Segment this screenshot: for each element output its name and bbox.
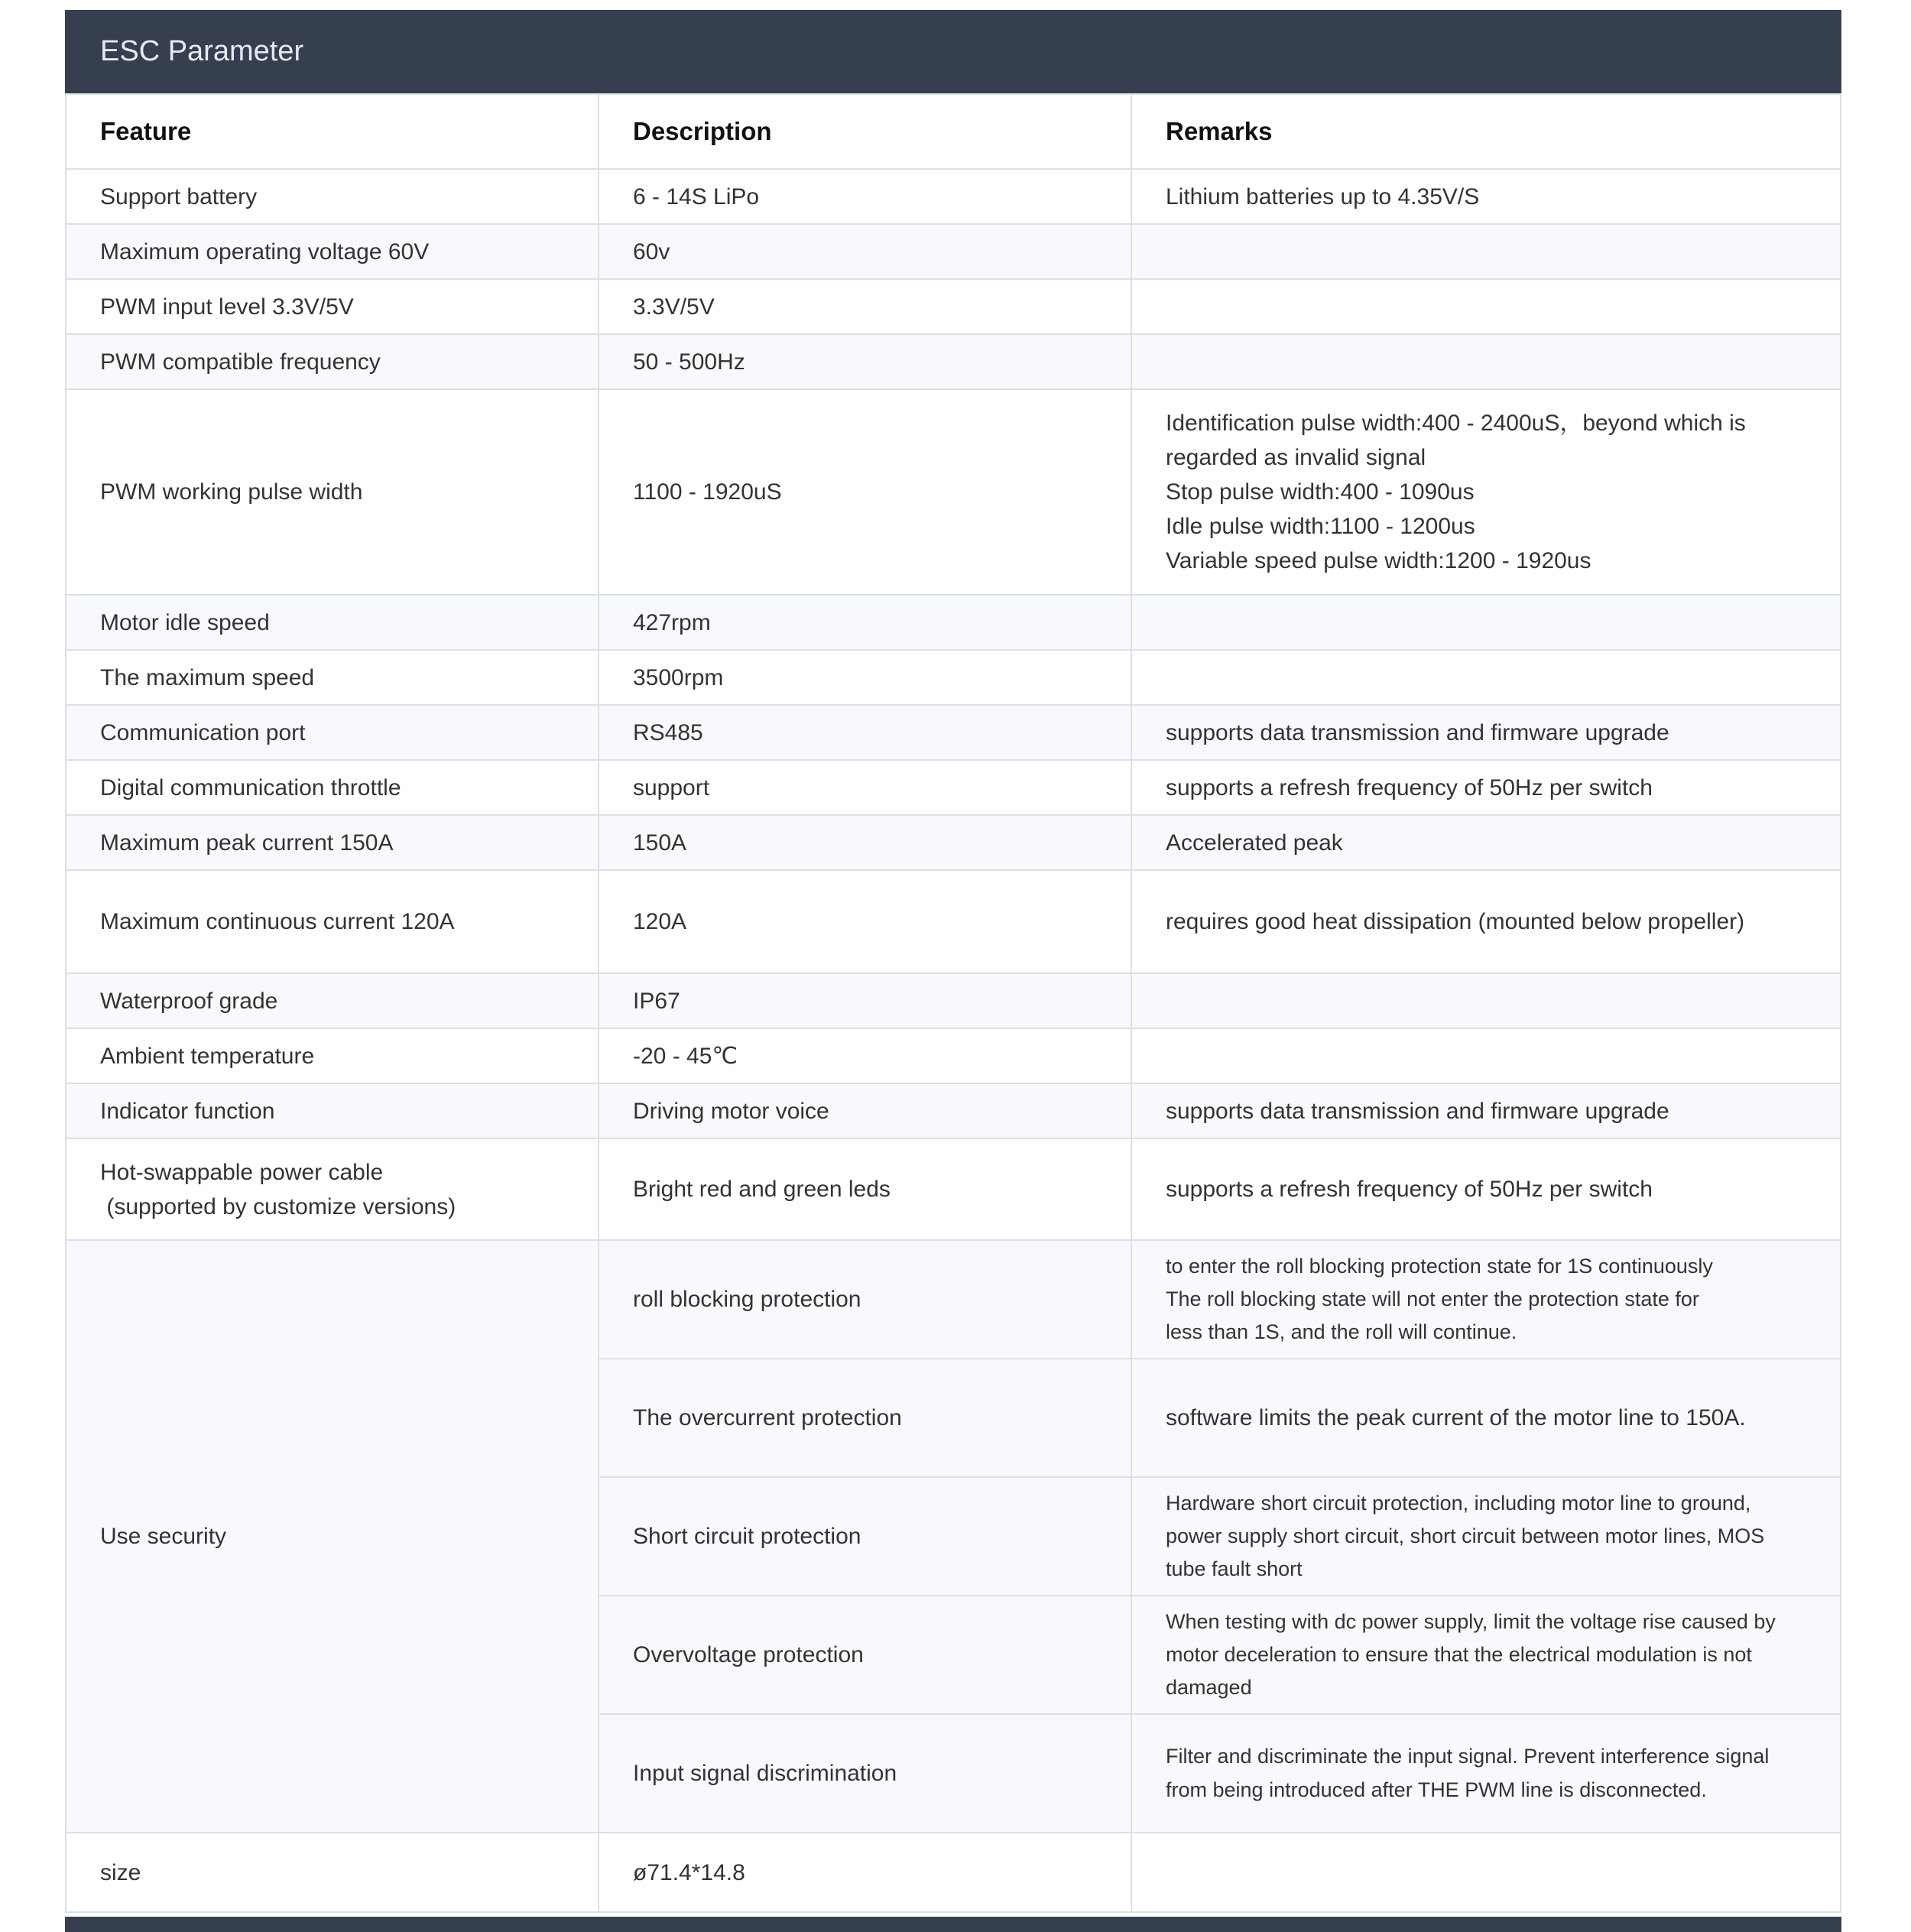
remarks-cell	[1131, 973, 1841, 1028]
feature-cell: PWM working pulse width	[66, 389, 599, 595]
table-row	[66, 815, 1841, 870]
remarks-line: When testing with dc power supply, limit the voltage rise caused by motor deceleration to ensure that the electrical modulation is not damaged	[1166, 1609, 1776, 1700]
remarks-line: supports data transmission and firmware upgrade	[1166, 1098, 1669, 1124]
header-remarks: Remarks	[1131, 94, 1841, 169]
remarks-cell	[1131, 334, 1841, 389]
remarks-line: Variable speed pulse width:1200 - 1920us	[1166, 548, 1591, 573]
esc-parameter-panel	[65, 10, 1841, 1913]
table-row	[66, 705, 1841, 760]
table-row	[66, 334, 1841, 389]
table-row	[66, 870, 1841, 973]
table-row	[66, 279, 1841, 334]
table-row	[66, 224, 1841, 279]
feature-cell: Waterproof grade	[66, 973, 599, 1028]
remarks-line: The roll blocking state will not enter the protection state for	[1166, 1287, 1699, 1310]
remarks-cell	[1131, 595, 1841, 650]
table-row	[66, 389, 1841, 595]
remarks-cell	[1131, 815, 1841, 870]
description-cell: 6 - 14S LiPo	[599, 169, 1131, 224]
description-cell: ø71.4*14.8	[599, 1833, 1131, 1912]
description-cell: 150A	[599, 815, 1131, 870]
table-row	[66, 1028, 1841, 1083]
remarks-line: requires good heat dissipation (mounted below propeller)	[1166, 909, 1745, 934]
description-cell: roll blocking protection	[599, 1240, 1131, 1359]
remarks-cell	[1131, 224, 1841, 279]
remarks-line: software limits the peak current of the motor line to 150A.	[1166, 1405, 1746, 1430]
description-cell: Driving motor voice	[599, 1083, 1131, 1138]
table-row	[66, 650, 1841, 705]
remarks-line: Accelerated peak	[1166, 830, 1343, 856]
table-row	[66, 1240, 1841, 1359]
remarks-line: Lithium batteries up to 4.35V/S	[1166, 183, 1480, 209]
table-row	[66, 760, 1841, 815]
feature-cell: Indicator function	[66, 1083, 599, 1138]
feature-cell: Hot-swappable power cable (supported by customize versions)	[66, 1138, 599, 1240]
description-cell: Short circuit protection	[599, 1477, 1131, 1596]
table-row	[66, 595, 1841, 650]
feature-cell: PWM compatible frequency	[66, 334, 599, 389]
feature-cell: Maximum operating voltage 60V	[66, 224, 599, 279]
description-cell: Overvoltage protection	[599, 1596, 1131, 1714]
description-cell: 60v	[599, 224, 1131, 279]
description-cell: 1100 - 1920uS	[599, 389, 1131, 595]
remarks-line: Filter and discriminate the input signal. Prevent interference signal from being introduced after THE PWM line is disconnected.	[1166, 1745, 1770, 1801]
feature-cell: Maximum peak current 150A	[66, 815, 599, 870]
description-cell: Input signal discrimination	[599, 1714, 1131, 1833]
remarks-cell	[1131, 1714, 1841, 1833]
remarks-cell	[1131, 705, 1841, 760]
feature-cell: PWM input level 3.3V/5V	[66, 279, 599, 334]
description-cell: -20 - 45℃	[599, 1028, 1131, 1083]
remarks-cell	[1131, 1833, 1841, 1912]
remarks-cell	[1131, 169, 1841, 224]
description-cell: 50 - 500Hz	[599, 334, 1131, 389]
remarks-line: less than 1S, and the roll will continue.	[1166, 1320, 1517, 1344]
remarks-cell	[1131, 389, 1841, 595]
feature-cell: The maximum speed	[66, 650, 599, 705]
table-row	[66, 973, 1841, 1028]
feature-cell: Communication port	[66, 705, 599, 760]
description-cell: 427rpm	[599, 595, 1131, 650]
description-cell: IP67	[599, 973, 1131, 1028]
remarks-cell	[1131, 1028, 1841, 1083]
table-header-row	[66, 94, 1841, 169]
remarks-cell	[1131, 1240, 1841, 1359]
remarks-cell	[1131, 870, 1841, 973]
header-description: Description	[599, 94, 1131, 169]
feature-cell: size	[66, 1833, 599, 1912]
description-cell: The overcurrent protection	[599, 1359, 1131, 1477]
table-row	[66, 1833, 1841, 1912]
description-cell: Bright red and green leds	[599, 1138, 1131, 1240]
table-row	[66, 1138, 1841, 1240]
remarks-line: to enter the roll blocking protection state for 1S continuously	[1166, 1254, 1713, 1278]
description-cell: 120A	[599, 870, 1131, 973]
remarks-line: Stop pulse width:400 - 1090us	[1166, 479, 1475, 505]
remarks-cell	[1131, 1596, 1841, 1714]
remarks-line: Identification pulse width:400 - 2400uS，beyond which is regarded as invalid signal	[1166, 411, 1746, 470]
remarks-cell	[1131, 1138, 1841, 1240]
remarks-cell	[1131, 1477, 1841, 1596]
parameter-table	[65, 93, 1841, 1913]
feature-cell: Use security	[66, 1240, 599, 1833]
remarks-line: supports data transmission and firmware upgrade	[1166, 719, 1669, 745]
panel-title: ESC Parameter	[65, 10, 1841, 93]
description-cell: 3.3V/5V	[599, 279, 1131, 334]
table-row	[66, 169, 1841, 224]
remarks-line: supports a refresh frequency of 50Hz per switch	[1166, 1177, 1653, 1202]
remarks-cell	[1131, 650, 1841, 705]
description-cell: 3500rpm	[599, 650, 1131, 705]
feature-cell: Motor idle speed	[66, 595, 599, 650]
remarks-line: Idle pulse width:1100 - 1200us	[1166, 514, 1475, 539]
feature-cell: Ambient temperature	[66, 1028, 599, 1083]
header-feature: Feature	[66, 94, 599, 169]
feature-cell: Maximum continuous current 120A	[66, 870, 599, 973]
feature-cell: Digital communication throttle	[66, 760, 599, 815]
table-row	[66, 1083, 1841, 1138]
feature-cell: Support battery	[66, 169, 599, 224]
next-section-bar	[65, 1917, 1841, 1932]
remarks-line: supports a refresh frequency of 50Hz per switch	[1166, 774, 1653, 800]
remarks-cell	[1131, 760, 1841, 815]
description-cell: RS485	[599, 705, 1131, 760]
remarks-line: Hardware short circuit protection, including motor line to ground, power supply short circuit, short circuit between motor lines, MOS tube fault short	[1166, 1491, 1765, 1581]
remarks-cell	[1131, 279, 1841, 334]
remarks-cell	[1131, 1359, 1841, 1477]
description-cell: support	[599, 760, 1131, 815]
remarks-cell	[1131, 1083, 1841, 1138]
